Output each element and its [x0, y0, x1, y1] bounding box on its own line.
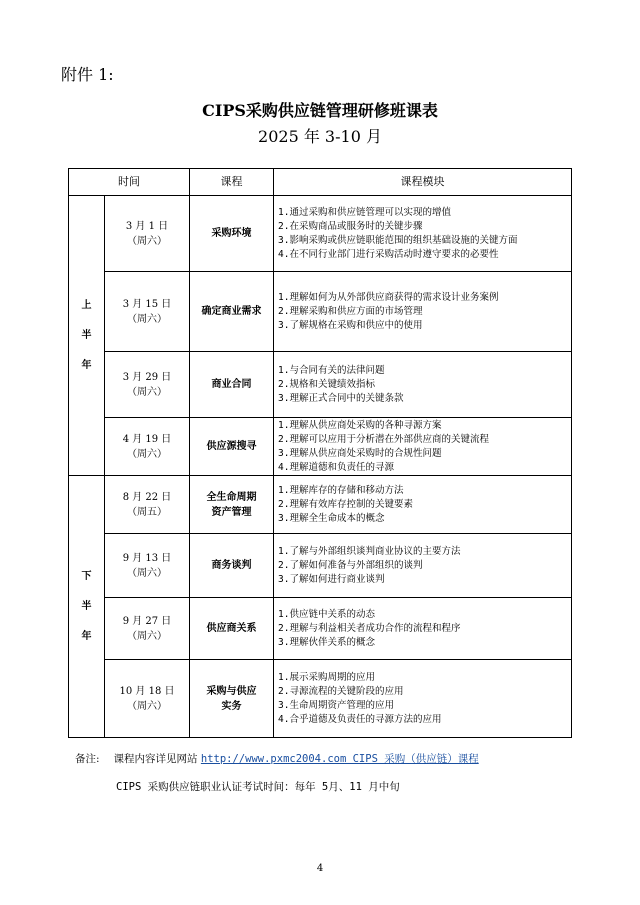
module-item: 4.合乎道德及负责任的寻源方法的应用: [278, 713, 442, 725]
date-text: 3 月 1 日: [125, 220, 169, 232]
date-cell: [105, 272, 190, 352]
table-row: [69, 196, 572, 272]
page-subtitle: 2025 年 3-10 月: [258, 127, 382, 146]
modules-cell: [274, 196, 572, 272]
module-item: 1.通过采购和供应链管理可以实现的增值: [278, 206, 451, 218]
half-year-label: [69, 196, 105, 476]
course-cell: [190, 476, 274, 534]
table-row: [69, 534, 572, 598]
half-year-char: 半: [81, 329, 92, 341]
date-text: 3 月 15 日: [122, 298, 172, 310]
weekday-text: （周六）: [127, 313, 167, 325]
modules-cell: [274, 418, 572, 476]
weekday-text: （周六）: [127, 700, 167, 712]
half-year-label: [69, 476, 105, 738]
module-item: 3.了解规格在采购和供应中的使用: [278, 319, 423, 331]
schedule-body: [69, 196, 572, 738]
half-year-char: 上: [81, 299, 92, 311]
module-item: 1.理解如何为从外部供应商获得的需求设计业务案例: [278, 291, 499, 303]
course-name: 实务: [221, 700, 242, 712]
module-item: 3.生命周期资产管理的应用: [278, 699, 394, 711]
course-name: 采购与供应: [206, 685, 257, 697]
module-item: 4.理解道德和负责任的寻源: [278, 461, 394, 473]
date-cell: [105, 352, 190, 418]
weekday-text: （周六）: [127, 235, 167, 247]
modules-cell: [274, 534, 572, 598]
date-cell: [105, 196, 190, 272]
date-text: 9 月 13 日: [122, 552, 172, 564]
module-item: 3.理解从供应商处采购时的合规性问题: [278, 447, 442, 459]
header-course: 课程: [190, 169, 274, 196]
modules-cell: [274, 272, 572, 352]
course-cell: [190, 534, 274, 598]
date-text: 9 月 27 日: [122, 615, 172, 627]
module-item: 1.展示采购周期的应用: [278, 671, 375, 683]
header-time: 时间: [69, 169, 190, 196]
table-row: [69, 418, 572, 476]
date-text: 10 月 18 日: [119, 685, 175, 697]
date-cell: [105, 598, 190, 660]
half-year-char: 年: [81, 359, 92, 371]
website-link[interactable]: http://www.pxmc2004.com CIPS 采购（供应链）课程: [200, 753, 479, 765]
course-name: 商业合同: [211, 379, 252, 390]
modules-cell: [274, 352, 572, 418]
page-number: 4: [316, 863, 324, 874]
half-year-char: 年: [81, 630, 92, 642]
date-cell: [105, 660, 190, 738]
module-item: 3.理解伙伴关系的概念: [278, 636, 375, 648]
modules-cell: [274, 476, 572, 534]
table-row: [69, 660, 572, 738]
course-cell: [190, 598, 274, 660]
weekday-text: （周六）: [127, 630, 167, 642]
module-item: 1.供应链中关系的动态: [278, 608, 375, 620]
course-name: 确定商业需求: [201, 306, 262, 317]
course-name: 资产管理: [211, 506, 252, 518]
module-item: 1.理解从供应商处采购的各种寻源方案: [278, 419, 442, 431]
header-modules: 课程模块: [274, 169, 572, 196]
course-cell: [190, 272, 274, 352]
weekday-text: （周六）: [127, 567, 167, 579]
course-name: 全生命周期: [206, 491, 257, 503]
module-item: 3.理解正式合同中的关键条款: [278, 392, 404, 404]
course-name: 商务谈判: [211, 560, 252, 571]
module-item: 2.寻源流程的关键阶段的应用: [278, 685, 404, 697]
module-item: 2.理解有效库存控制的关键要素: [278, 498, 413, 510]
modules-cell: [274, 660, 572, 738]
course-name: 供应商关系: [206, 623, 257, 634]
module-item: 4.在不同行业部门进行采购活动时遵守要求的必要性: [278, 248, 499, 260]
date-text: 8 月 22 日: [122, 491, 172, 503]
attachment-label: 附件 1:: [61, 65, 114, 84]
course-cell: [190, 660, 274, 738]
module-item: 2.规格和关键绩效指标: [278, 378, 375, 390]
date-text: 4 月 19 日: [122, 433, 172, 445]
course-cell: [190, 352, 274, 418]
module-item: 1.理解库存的存储和移动方法: [278, 484, 404, 496]
module-item: 3.理解全生命成本的概念: [278, 512, 385, 524]
module-item: 2.理解采购和供应方面的市场管理: [278, 305, 423, 317]
weekday-text: （周五）: [127, 506, 167, 518]
table-row: [69, 352, 572, 418]
note-prefix: 课程内容详见网站: [113, 753, 198, 765]
note-label: 备注:: [75, 753, 100, 765]
module-item: 2.理解可以应用于分析潜在外部供应商的关键流程: [278, 433, 489, 445]
modules-cell: [274, 598, 572, 660]
course-cell: [190, 418, 274, 476]
exam-time-note: CIPS 采购供应链职业认证考试时间：每年 5月、11 月中旬: [116, 781, 400, 793]
course-name: 供应源搜寻: [206, 441, 257, 452]
module-item: 1.与合同有关的法律问题: [278, 364, 385, 376]
page-title: CIPS采购供应链管理研修班课表: [202, 101, 438, 120]
module-item: 3.了解如何进行商业谈判: [278, 573, 385, 585]
weekday-text: （周六）: [127, 386, 167, 398]
table-row: [69, 598, 572, 660]
module-item: 2.在采购商品或服务时的关键步骤: [278, 220, 423, 232]
weekday-text: （周六）: [127, 448, 167, 460]
module-item: 3.影响采购或供应链职能范围的组织基础设施的关键方面: [278, 234, 518, 246]
table-row: [69, 272, 572, 352]
module-item: 1.了解与外部组织谈判商业协议的主要方法: [278, 545, 461, 557]
table-row: [69, 476, 572, 534]
half-year-char: 半: [81, 600, 92, 612]
date-cell: [105, 418, 190, 476]
date-cell: [105, 476, 190, 534]
module-item: 2.理解与利益相关者成功合作的流程和程序: [278, 622, 461, 634]
note: [75, 751, 479, 766]
schedule-table: [68, 168, 572, 738]
module-item: 2.了解如何准备与外部组织的谈判: [278, 559, 423, 571]
course-cell: [190, 196, 274, 272]
half-year-char: 下: [81, 570, 92, 582]
date-cell: [105, 534, 190, 598]
date-text: 3 月 29 日: [122, 371, 172, 383]
course-name: 采购环境: [211, 228, 252, 239]
header-row: [69, 169, 572, 196]
